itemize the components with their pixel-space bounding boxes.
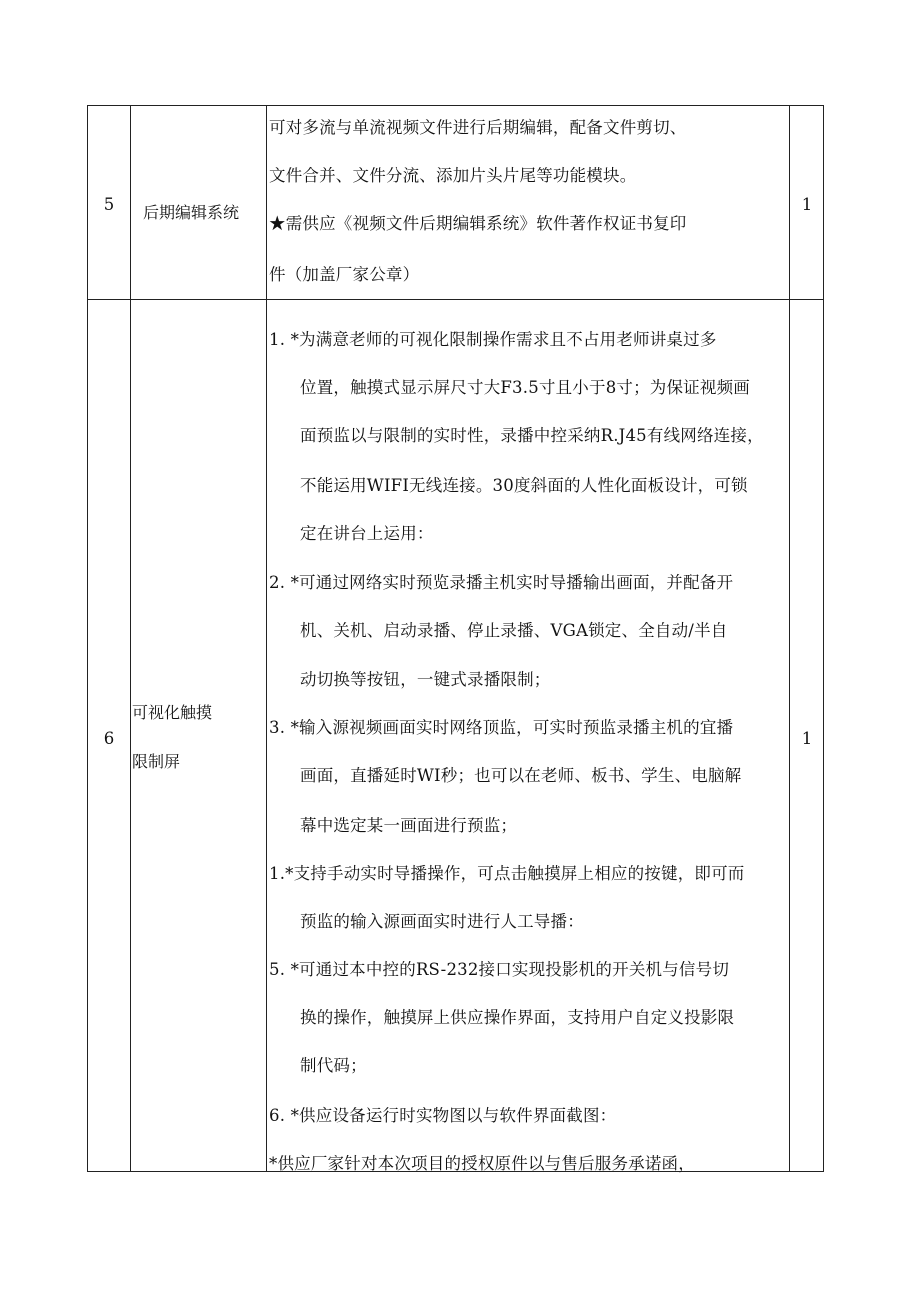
item-name: 限制屏 <box>132 752 181 771</box>
description-line: 位置，触摸式显示屏尺寸大F3.5寸且小于8寸；为保证视频画 <box>300 378 750 397</box>
description-line: 换的操作，触摸屏上供应操作界面，支持用户自定义投影限 <box>300 1008 735 1027</box>
description-line: 6. *供应设备运行时实物图以与软件界面截图： <box>269 1106 617 1125</box>
description-line: 制代码； <box>300 1056 367 1075</box>
column-divider <box>789 106 790 1171</box>
description-line: *供应厂家针对本次项目的授权原件以与售后服务承诺函， <box>269 1154 695 1173</box>
description-line: 2. *可通过网络实时预览录播主机实时导播输出画面，并配备开 <box>269 573 734 592</box>
description-line: 1. *为满意老师的可视化限制操作需求且不占用老师讲桌过多 <box>269 330 717 349</box>
item-name: 可视化触摸 <box>132 703 213 722</box>
description-line: 1.*支持手动实时导播操作，可点击触摸屏上相应的按键，即可而 <box>269 864 745 883</box>
description-line: 3. *输入源视频画面实时网络顶监，可实时预监录播主机的宜播 <box>269 718 734 737</box>
description-line: 可对多流与单流视频文件进行后期编辑，配备文件剪切、 <box>269 118 687 137</box>
description-line: ★需供应《视频文件后期编辑系统》软件著作权证书复印 <box>269 214 687 233</box>
spec-table <box>87 105 824 1172</box>
description-line: 画面，直播延时WI秒；也可以在老师、板书、学生、电脑解 <box>300 766 742 785</box>
description-line: 面预监以与限制的实时性，录播中控采纳R.J45有线网络连接， <box>300 426 764 445</box>
item-quantity: 1 <box>801 195 813 214</box>
row-number: 5 <box>103 195 115 214</box>
description-line: 5. *可通过本中控的RS-232接口实现投影机的开关机与信号切 <box>269 960 730 979</box>
description-line: 件（加盖厂家公章） <box>269 265 420 284</box>
description-line: 预监的输入源画面实时进行人工导播： <box>300 912 584 931</box>
description-line: 定在讲台上运用： <box>300 524 434 543</box>
description-line: 幕中选定某一画面进行预监； <box>300 816 518 835</box>
item-quantity: 1 <box>801 729 813 748</box>
column-divider <box>266 106 267 1171</box>
row-number: 6 <box>103 729 115 748</box>
row-divider <box>88 299 823 300</box>
description-line: 动切换等按钮，一键式录播限制； <box>300 670 551 689</box>
column-divider <box>130 106 131 1171</box>
item-name: 后期编辑系统 <box>143 203 240 222</box>
description-line: 不能运用WIFI无线连接。30度斜面的人性化面板设计，可锁 <box>300 476 748 495</box>
description-line: 机、关机、启动录播、停止录播、VGA锁定、全自动/半自 <box>300 621 728 640</box>
description-line: 文件合并、文件分流、添加片头片尾等功能模块。 <box>269 166 637 185</box>
